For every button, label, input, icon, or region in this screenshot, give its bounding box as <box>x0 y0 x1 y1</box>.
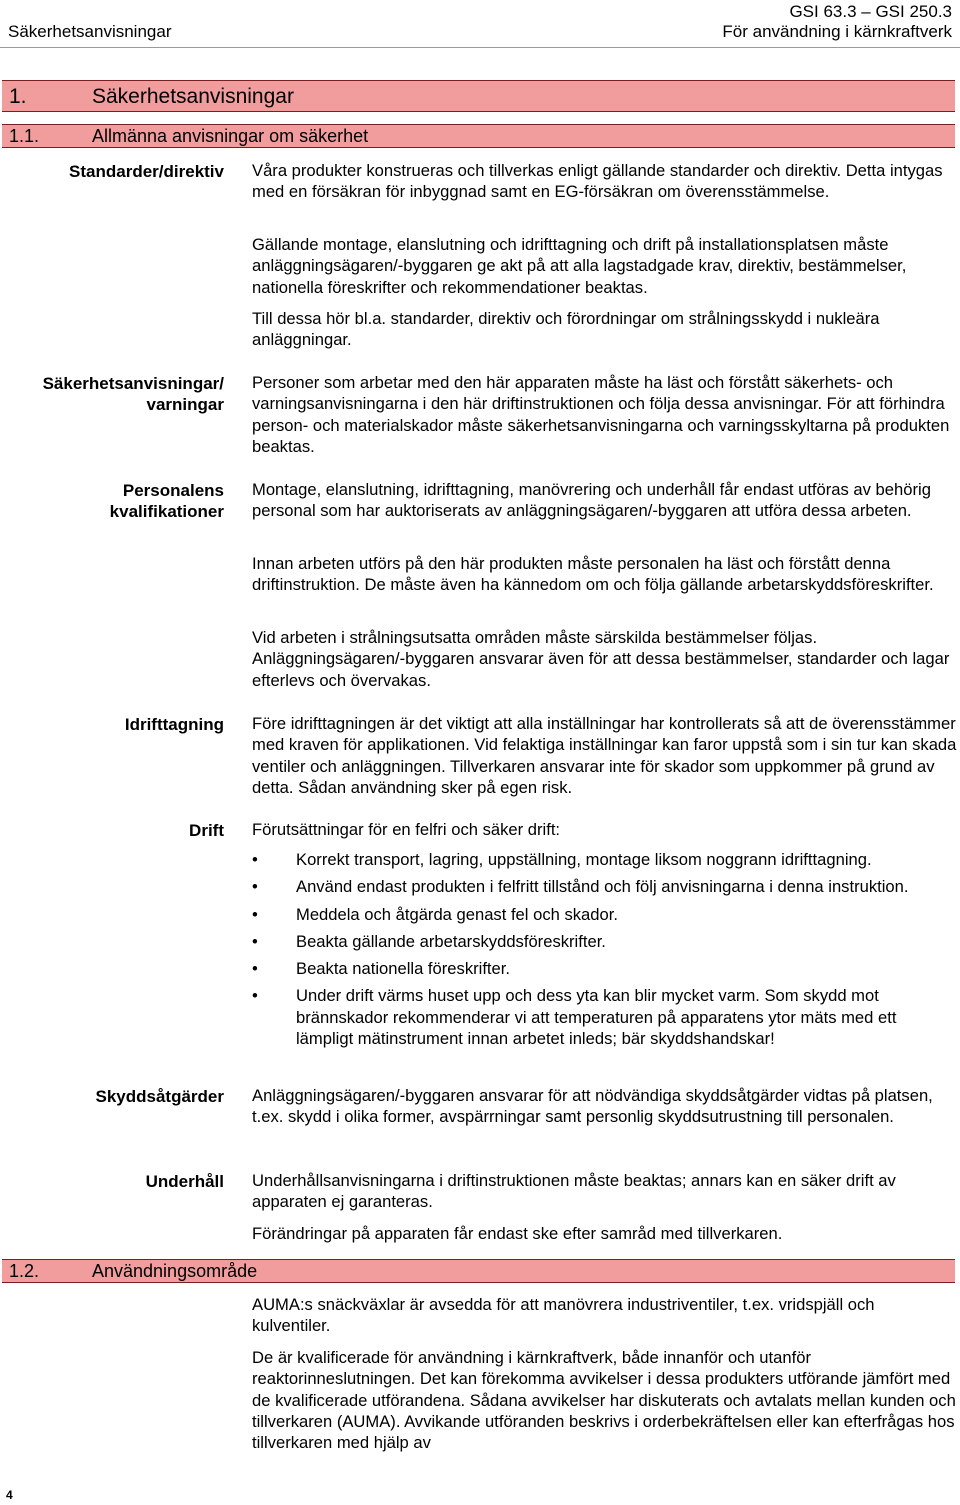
list-item-text: Korrekt transport, lagring, uppställning, montage liksom noggrann idrifttagning. <box>296 850 872 869</box>
section-number: 1.1. <box>9 126 40 146</box>
list-item-text: Beakta nationella föreskrifter. <box>296 959 510 979</box>
label-staff-line2: kvalifikationer <box>109 502 224 522</box>
label-safety-line2: varningar <box>146 395 224 415</box>
paragraph-standards-1: Våra produkter konstrueras och tillverkas enligt gällande standarder och direktiv. Detta intygas med en försäkran för inbyggnad samt en EG-försäkran om överensstämmelse. <box>252 161 943 202</box>
paragraph-staff-3: Vid arbeten i strålningsutsatta områden måste särskilda bestämmelser följas. Anläggningsägaren/-byggaren ansvarar även för att dessa bestämmelser, standarder och lagar efterlevs och övervakas. <box>252 628 950 690</box>
paragraph-safety: Personer som arbetar med den här apparaten måste ha läst och förstått säkerhets- och varningsanvisningarna i den här driftinstruktionen och följa dessa anvisningar. För att förhindra person- och materialskador måste säkerhetsanvisningarna och varningsskyltarna på produkten beaktas. <box>252 373 950 456</box>
header-divider <box>0 47 960 48</box>
paragraph-maintenance-2: Förändringar på apparaten får endast ske efter samråd med tillverkaren. <box>252 1224 783 1243</box>
header-model-range: GSI 63.3 – GSI 250.3 <box>789 2 952 21</box>
label-staff-line1: Personalens <box>122 481 224 500</box>
list-item <box>252 849 957 870</box>
bullet-marker: • <box>252 850 258 869</box>
paragraph-staff-2: Innan arbeten utförs på den här produkten måste personalen ha läst och förstått denna driftinstruktion. De måste även ha kännedom om och följa gällande arbetarskyddsföreskrifter. <box>252 554 934 595</box>
paragraph-staff-1: Montage, elanslutning, idrifttagning, manövrering och underhåll får endast utföras av behörig personal som har auktoriserats av anläggningsägaren/-byggaren att utföra dessa arbeten. <box>252 480 931 521</box>
header-product-info <box>722 2 952 42</box>
paragraph-usage-2: De är kvalificerade för användning i kärnkraftverk, både innanför och utanför reaktorinneslutningen. Det kan förekomma avvikelser i dessa produkters utförande jämfört med de kvalificerade utförandena. Sådana avvikelser har diskuterats och avtalats mellan kunden och tillverkaren (AUMA). Avvikande utföranden beskrivs i orderbekräftelsen eller kan efterfrågas hos tillverkaren med hjälp av <box>252 1348 956 1453</box>
list-item <box>252 876 957 897</box>
label-commissioning: Idrifttagning <box>124 715 224 734</box>
paragraph-protective: Anläggningsägaren/-byggaren ansvarar för att nödvändiga skyddsåtgärder vidtas på platsen, t.ex. skydd i olika former, avspärrningar samt personlig skyddsutrustning till personalen. <box>252 1086 933 1127</box>
section-title: Användningsområde <box>92 1261 258 1281</box>
page-number: 4 <box>6 1488 13 1502</box>
label-operation: Drift <box>189 821 224 840</box>
chapter-title: Säkerhetsanvisningar <box>92 85 294 108</box>
section-heading-bar <box>2 1259 955 1283</box>
list-item-text: Under drift värms huset upp och dess yta kan blir mycket varm. Som skydd mot brännskador rekommenderar vi att temperaturen på apparatens ytor mäts med ett lämpligt mätinstrument innan arbetet inleds; bär skyddshandskar! <box>296 986 897 1049</box>
operation-bullet-list <box>252 849 957 1055</box>
list-item <box>252 958 957 979</box>
bullet-marker: • <box>252 904 258 924</box>
section-title: Allmänna anvisningar om säkerhet <box>92 126 369 146</box>
section-heading-bar <box>2 124 955 148</box>
label-safety-line1: Säkerhetsanvisningar/ <box>42 374 224 393</box>
list-item-text: Meddela och åtgärda genast fel och skador. <box>296 904 618 924</box>
list-item-text: Använd endast produkten i felfritt tillstånd och följ anvisningarna i denna instruktion. <box>296 877 909 897</box>
label-maintenance: Underhåll <box>145 1172 224 1191</box>
section-number: 1.2. <box>9 1261 40 1281</box>
bullet-marker: • <box>252 931 258 951</box>
paragraph-operation-intro: Förutsättningar för en felfri och säker drift: <box>252 820 561 839</box>
label-safety <box>43 373 224 416</box>
list-item-text: Beakta gällande arbetarskyddsföreskrifter. <box>296 931 606 951</box>
paragraph-maintenance-1: Underhållsanvisningarna i driftinstruktionen måste beaktas; annars kan en säker drift av apparaten ej garanteras. <box>252 1171 896 1212</box>
paragraph-usage-1: AUMA:s snäckväxlar är avsedda för att manövrera industriventiler, t.ex. vridspjäll och kulventiler. <box>252 1295 875 1336</box>
paragraph-standards-2: Gällande montage, elanslutning och idrifttagning och drift på installationsplatsen måste anläggningsägaren/-byggaren ge akt på att alla lagstadgade krav, direktiv, bestämmelser, nationella föreskrifter och rekommendationer beaktas. <box>252 235 907 297</box>
bullet-marker: • <box>252 959 258 979</box>
label-protective: Skyddsåtgärder <box>95 1087 224 1106</box>
chapter-number: 1. <box>9 85 27 108</box>
header-section-title: Säkerhetsanvisningar <box>8 22 172 41</box>
bullet-marker: • <box>252 877 258 897</box>
paragraph-standards-3: Till dessa hör bl.a. standarder, direktiv och förordningar om strålningsskydd i nukleära anläggningar. <box>252 309 880 350</box>
label-standards: Standarder/direktiv <box>69 162 224 181</box>
chapter-heading-bar <box>2 80 955 112</box>
bullet-marker: • <box>252 986 258 1006</box>
list-item <box>252 931 957 952</box>
paragraph-commissioning: Före idrifttagningen är det viktigt att alla inställningar har kontrollerats så att de överensstämmer med kraven för applikationen. Vid felaktiga inställningar kan faror uppstå som i sin tur kan skada ventiler och anläggningen. Tillverkaren ansvarar inte för skador som uppkommer på grund av detta. Sådan användning sker på egen risk. <box>252 714 957 797</box>
list-item <box>252 985 957 1049</box>
label-staff <box>110 480 224 523</box>
list-item <box>252 904 957 925</box>
header-usage: För användning i kärnkraftverk <box>722 22 952 41</box>
